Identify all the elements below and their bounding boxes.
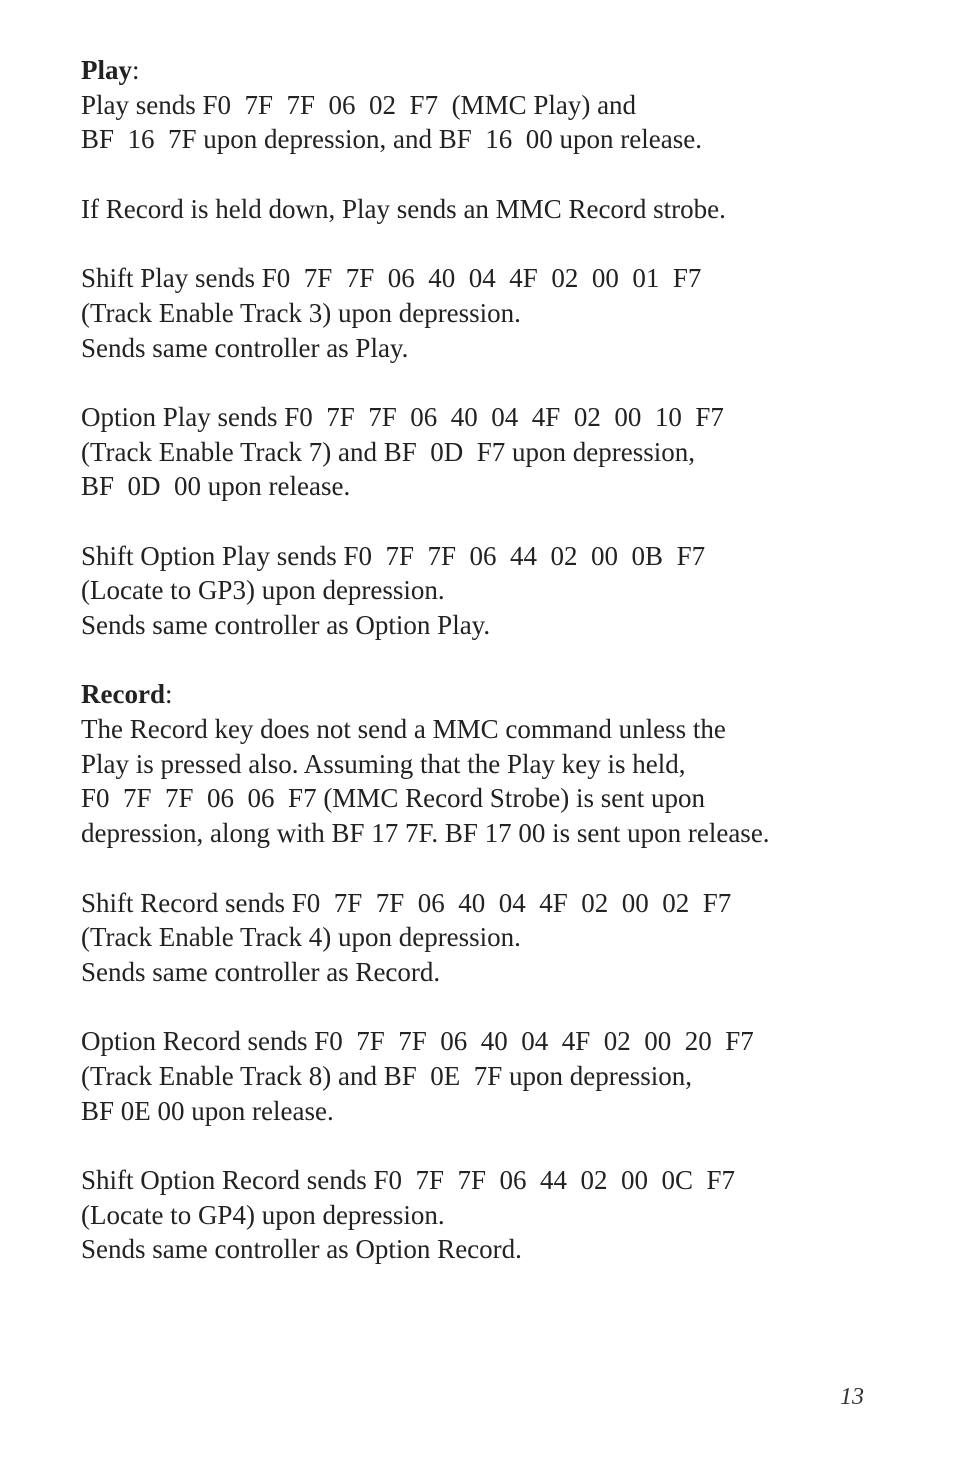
record-p3-line-1: Option Record sends F0 7F 7F 06 40 04 4F 02 00 20 F7 (81, 1026, 754, 1057)
record-heading: Record (81, 679, 165, 710)
record-p1-line-3: F0 7F 7F 06 06 F7 (MMC Record Strobe) is sent upon (81, 783, 706, 814)
play-p5-line-1: Shift Option Play sends F0 7F 7F 06 44 02 00 0B F7 (81, 540, 706, 571)
page-content (81, 53, 881, 1267)
paragraph-gap (81, 643, 881, 678)
paragraph-gap (81, 504, 881, 539)
play-p4-line-3: BF 0D 00 upon release. (81, 471, 351, 502)
record-p2-line-3: Sends same controller as Record. (81, 956, 441, 987)
play-p2-line-1: If Record is held down, Play sends an MMC Record strobe. (81, 193, 726, 224)
record-p3-line-2: (Track Enable Track 8) and BF 0E 7F upon depression, (81, 1060, 692, 1091)
play-p3-line-2: (Track Enable Track 3) upon depression. (81, 297, 521, 328)
play-p1-line-1: Play sends F0 7F 7F 06 02 F7 (MMC Play) and (81, 89, 637, 120)
play-heading: Play (81, 55, 132, 85)
paragraph-gap (81, 990, 881, 1025)
record-p2-line-2: (Track Enable Track 4) upon depression. (81, 922, 521, 953)
record-p1-line-1: The Record key does not send a MMC command unless the (81, 714, 726, 745)
record-p3-line-3: BF 0E 00 upon release. (81, 1095, 334, 1126)
play-heading-line (81, 53, 881, 88)
play-heading-colon: : (132, 55, 140, 85)
paragraph-gap (81, 1128, 881, 1163)
record-p1-line-4: depression, along with BF 17 7F. BF 17 00 is sent upon release. (81, 818, 770, 849)
record-heading-colon: : (164, 679, 173, 710)
paragraph-gap (81, 851, 881, 886)
paragraph-gap (81, 226, 881, 261)
play-p1-line-2: BF 16 7F upon depression, and BF 16 00 upon release. (81, 124, 702, 155)
record-p1-line-2: Play is pressed also. Assuming that the Play key is held, (81, 748, 686, 779)
record-p4-line-3: Sends same controller as Option Record. (81, 1234, 522, 1265)
record-p4-line-2: (Locate to GP4) upon depression. (81, 1199, 445, 1230)
record-p4-line-1: Shift Option Record sends F0 7F 7F 06 44 02 00 0C F7 (81, 1165, 736, 1195)
play-p5-line-3: Sends same controller as Option Play. (81, 610, 491, 640)
play-p4-line-2: (Track Enable Track 7) and BF 0D F7 upon depression, (81, 436, 695, 467)
paragraph-gap (81, 157, 881, 192)
paragraph-gap (81, 365, 881, 400)
page-number: 13 (840, 1384, 864, 1410)
play-p5-line-2: (Locate to GP3) upon depression. (81, 575, 445, 606)
play-p3-line-3: Sends same controller as Play. (81, 332, 409, 363)
record-p2-line-1: Shift Record sends F0 7F 7F 06 40 04 4F 02 00 02 F7 (81, 887, 732, 918)
record-heading-line (81, 677, 881, 712)
play-p3-line-1: Shift Play sends F0 7F 7F 06 40 04 4F 02 00 01 F7 (81, 263, 702, 294)
play-p4-line-1: Option Play sends F0 7F 7F 06 40 04 4F 02 00 10 F7 (81, 401, 724, 432)
